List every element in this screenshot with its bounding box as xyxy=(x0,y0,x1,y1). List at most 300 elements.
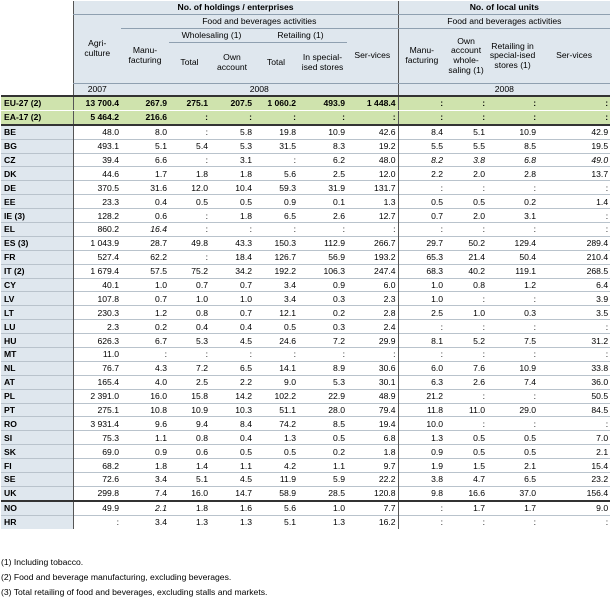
table-cell: 23.3 xyxy=(73,195,121,209)
table-cell: 19.8 xyxy=(254,125,298,139)
table-cell: 5.1 xyxy=(445,125,487,139)
table-cell: 16.2 xyxy=(347,515,398,528)
table-cell: 5.8 xyxy=(210,125,254,139)
table-cell: 0.5 xyxy=(298,431,347,445)
fb-activities-left-header: Food and beverages activities xyxy=(121,15,398,29)
table-cell: 8.3 xyxy=(298,139,347,153)
table-cell: : xyxy=(398,501,445,515)
table-cell: 0.4 xyxy=(210,320,254,334)
table-cell: : xyxy=(538,348,610,362)
table-cell: : xyxy=(169,209,210,223)
table-cell: 120.8 xyxy=(347,486,398,500)
table-cell: 74.2 xyxy=(254,417,298,431)
footnote-1: (1) Including tobacco. xyxy=(1,557,84,567)
table-cell: 10.8 xyxy=(121,403,169,417)
table-cell: 5.1 xyxy=(169,473,210,487)
table-cell: 3.1 xyxy=(487,209,538,223)
table-cell: 2.1 xyxy=(538,445,610,459)
table-cell: 1.7 xyxy=(487,501,538,515)
table-row xyxy=(1,125,610,139)
table-cell: 1.9 xyxy=(398,459,445,473)
table-cell: 2.3 xyxy=(73,320,121,334)
table-cell: 107.8 xyxy=(73,292,121,306)
table-cell: 1.7 xyxy=(445,501,487,515)
table-row xyxy=(1,473,610,487)
country-code: LV xyxy=(1,292,73,306)
table-cell: 1.0 xyxy=(398,278,445,292)
table-cell: 75.2 xyxy=(169,264,210,278)
manufacturing-header: Manu-facturing xyxy=(121,29,169,84)
table-cell: 8.4 xyxy=(210,417,254,431)
table-cell: : xyxy=(445,110,487,124)
table-row xyxy=(1,501,610,515)
table-cell: 6.4 xyxy=(538,278,610,292)
table-cell: 11.8 xyxy=(398,403,445,417)
table-row xyxy=(1,292,610,306)
country-code: RO xyxy=(1,417,73,431)
table-cell: 230.3 xyxy=(73,306,121,320)
country-code: DK xyxy=(1,167,73,181)
table-cell: : xyxy=(347,223,398,237)
table-cell: 75.3 xyxy=(73,431,121,445)
table-cell: 131.7 xyxy=(347,181,398,195)
table-body xyxy=(1,96,610,529)
table-cell: 0.7 xyxy=(398,209,445,223)
table-cell: 29.7 xyxy=(398,236,445,250)
table-cell: : xyxy=(538,223,610,237)
table-cell: 2.3 xyxy=(347,292,398,306)
table-cell: : xyxy=(445,515,487,528)
table-cell: 72.6 xyxy=(73,473,121,487)
table-cell: : xyxy=(169,125,210,139)
table-cell: 493.9 xyxy=(298,96,347,110)
table-row xyxy=(1,167,610,181)
table-cell: 8.9 xyxy=(298,361,347,375)
table-cell: 39.4 xyxy=(73,153,121,167)
manufacturing-local-header: Manu-facturing xyxy=(398,29,445,84)
table-cell: 1.8 xyxy=(210,167,254,181)
table-cell: 7.2 xyxy=(169,361,210,375)
table-cell: 84.5 xyxy=(538,403,610,417)
table-cell: 527.4 xyxy=(73,250,121,264)
table-row xyxy=(1,110,610,124)
table-cell: 0.6 xyxy=(169,445,210,459)
table-cell: : xyxy=(487,181,538,195)
table-cell: 10.0 xyxy=(398,417,445,431)
table-cell: 2.5 xyxy=(398,306,445,320)
table-cell: 1.2 xyxy=(487,278,538,292)
table-cell: : xyxy=(121,348,169,362)
table-cell: : xyxy=(487,223,538,237)
table-cell: : xyxy=(398,348,445,362)
table-cell: 0.5 xyxy=(487,431,538,445)
table-cell: 7.7 xyxy=(347,501,398,515)
table-cell: 1.1 xyxy=(210,459,254,473)
table-cell: 29.9 xyxy=(347,334,398,348)
country-code: PT xyxy=(1,403,73,417)
table-cell: 50.5 xyxy=(538,389,610,403)
country-code: BG xyxy=(1,139,73,153)
table-cell: 14.2 xyxy=(210,389,254,403)
table-cell: 9.7 xyxy=(347,459,398,473)
table-cell: 10.9 xyxy=(487,361,538,375)
table-cell: 4.5 xyxy=(210,334,254,348)
table-cell: 210.4 xyxy=(538,250,610,264)
table-cell: 1.6 xyxy=(210,501,254,515)
table-cell: 31.5 xyxy=(254,139,298,153)
table-cell: 2.6 xyxy=(298,209,347,223)
table-cell: 5.6 xyxy=(254,501,298,515)
table-cell: 1.5 xyxy=(445,459,487,473)
data-table xyxy=(1,1,610,529)
footnotes xyxy=(1,555,267,600)
country-code: EE xyxy=(1,195,73,209)
country-code: IE (3) xyxy=(1,209,73,223)
corner-cell xyxy=(1,1,73,96)
table-cell: 267.9 xyxy=(121,96,169,110)
table-cell: 4.7 xyxy=(445,473,487,487)
table-cell: 44.6 xyxy=(73,167,121,181)
table-cell: 2 391.0 xyxy=(73,389,121,403)
table-cell: 6.5 xyxy=(487,473,538,487)
table-cell: : xyxy=(538,181,610,195)
table-cell: 4.3 xyxy=(121,361,169,375)
table-cell: 5.5 xyxy=(445,139,487,153)
table-cell: 57.5 xyxy=(121,264,169,278)
table-cell: 0.8 xyxy=(169,431,210,445)
table-cell: 5.9 xyxy=(298,473,347,487)
table-cell: 126.7 xyxy=(254,250,298,264)
table-cell: : xyxy=(487,292,538,306)
country-code: BE xyxy=(1,125,73,139)
table-cell: 4.5 xyxy=(210,473,254,487)
table-cell: 2.6 xyxy=(445,375,487,389)
fb-activities-right-header: Food and beverages activities xyxy=(398,15,610,29)
services-header: Ser-vices xyxy=(347,29,398,84)
country-code: SE xyxy=(1,473,73,487)
table-cell: 1.8 xyxy=(169,167,210,181)
table-cell: 5.3 xyxy=(298,375,347,389)
country-code: EL xyxy=(1,223,73,237)
table-cell: 6.5 xyxy=(210,361,254,375)
table-cell: 48.9 xyxy=(347,389,398,403)
table-cell: 68.3 xyxy=(398,264,445,278)
table-cell: : xyxy=(347,348,398,362)
table-cell: 1.0 xyxy=(445,306,487,320)
country-code: HR xyxy=(1,515,73,528)
table-cell: 6.0 xyxy=(398,361,445,375)
table-cell: 860.2 xyxy=(73,223,121,237)
table-cell: 0.3 xyxy=(298,320,347,334)
year-holdings: 2008 xyxy=(121,84,398,97)
table-cell: 247.4 xyxy=(347,264,398,278)
table-cell: 3 931.4 xyxy=(73,417,121,431)
table-row xyxy=(1,515,610,528)
table-cell: 1.1 xyxy=(121,431,169,445)
table-cell: : xyxy=(445,181,487,195)
table-cell: 9.6 xyxy=(121,417,169,431)
table-cell: : xyxy=(169,348,210,362)
year-local: 2008 xyxy=(398,84,610,97)
table-cell: 42.6 xyxy=(347,125,398,139)
table-row xyxy=(1,96,610,110)
table-cell: 10.9 xyxy=(169,403,210,417)
table-row xyxy=(1,306,610,320)
country-code: FR xyxy=(1,250,73,264)
table-cell: : xyxy=(169,250,210,264)
table-cell: : xyxy=(445,223,487,237)
table-cell: 6.2 xyxy=(298,153,347,167)
table-cell: 3.4 xyxy=(254,292,298,306)
table-cell: 1.0 xyxy=(398,292,445,306)
table-cell: : xyxy=(347,110,398,124)
table-cell: 0.5 xyxy=(445,431,487,445)
table-cell: 626.3 xyxy=(73,334,121,348)
table-cell: 1.0 xyxy=(298,501,347,515)
country-code: SI xyxy=(1,431,73,445)
table-cell: : xyxy=(398,110,445,124)
agriculture-header: Agri-culture xyxy=(73,15,121,84)
year-agri: 2007 xyxy=(73,84,121,97)
table-cell: 12.1 xyxy=(254,306,298,320)
table-cell: 1.4 xyxy=(538,195,610,209)
table-cell: 21.4 xyxy=(445,250,487,264)
table-cell: : xyxy=(487,389,538,403)
country-code: FI xyxy=(1,459,73,473)
table-row xyxy=(1,445,610,459)
table-cell: 128.2 xyxy=(73,209,121,223)
country-code: SK xyxy=(1,445,73,459)
country-code: CY xyxy=(1,278,73,292)
table-cell: : xyxy=(169,153,210,167)
table-cell: : xyxy=(538,96,610,110)
table-cell: 8.4 xyxy=(398,125,445,139)
table-cell: 14.7 xyxy=(210,486,254,500)
table-cell: 1.3 xyxy=(210,515,254,528)
table-cell: 0.5 xyxy=(254,445,298,459)
table-cell: 12.0 xyxy=(169,181,210,195)
table-row xyxy=(1,320,610,334)
table-cell: 2.4 xyxy=(347,320,398,334)
table-row xyxy=(1,486,610,500)
table-cell: 15.8 xyxy=(169,389,210,403)
table-cell: 3.1 xyxy=(210,153,254,167)
table-cell: 7.2 xyxy=(298,334,347,348)
table-cell: 1.4 xyxy=(169,459,210,473)
table-cell: 31.6 xyxy=(121,181,169,195)
table-cell: 6.7 xyxy=(121,334,169,348)
table-cell: 62.2 xyxy=(121,250,169,264)
table-cell: : xyxy=(210,348,254,362)
table-cell: 1.3 xyxy=(398,431,445,445)
table-cell: 1 043.9 xyxy=(73,236,121,250)
country-code: LT xyxy=(1,306,73,320)
table-cell: 0.8 xyxy=(169,306,210,320)
table-cell: 51.1 xyxy=(254,403,298,417)
table-cell: 1 060.2 xyxy=(254,96,298,110)
table-cell: : xyxy=(538,110,610,124)
table-cell: 79.4 xyxy=(347,403,398,417)
table-cell: 6.8 xyxy=(347,431,398,445)
table-cell: 5.5 xyxy=(398,139,445,153)
local-units-group-header: No. of local units xyxy=(398,1,610,15)
table-cell: 10.9 xyxy=(298,125,347,139)
table-cell: 193.2 xyxy=(347,250,398,264)
table-cell: 58.9 xyxy=(254,486,298,500)
table-cell: 216.6 xyxy=(121,110,169,124)
table-cell: 3.4 xyxy=(254,278,298,292)
table-cell: 2.0 xyxy=(445,209,487,223)
table-cell: 5.1 xyxy=(254,515,298,528)
country-code: PL xyxy=(1,389,73,403)
table-cell: 23.2 xyxy=(538,473,610,487)
table-cell: : xyxy=(445,389,487,403)
table-cell: 2.5 xyxy=(298,167,347,181)
table-cell: 1.3 xyxy=(298,515,347,528)
table-cell: 29.0 xyxy=(487,403,538,417)
table-cell: 0.4 xyxy=(121,195,169,209)
table-cell: 6.3 xyxy=(398,375,445,389)
table-cell: 0.5 xyxy=(487,445,538,459)
table-row xyxy=(1,348,610,362)
table-cell: 13 700.4 xyxy=(73,96,121,110)
table-cell: 42.9 xyxy=(538,125,610,139)
table-row xyxy=(1,195,610,209)
country-code: AT xyxy=(1,375,73,389)
country-code: HU xyxy=(1,334,73,348)
holdings-group-header: No. of holdings / enterprises xyxy=(73,1,398,15)
table-cell: 7.4 xyxy=(121,486,169,500)
table-cell: 0.8 xyxy=(445,278,487,292)
table-row xyxy=(1,264,610,278)
table-cell: 28.0 xyxy=(298,403,347,417)
table-cell: : xyxy=(538,320,610,334)
table-cell: 275.1 xyxy=(169,96,210,110)
table-cell: 4.2 xyxy=(254,459,298,473)
table-cell: 9.0 xyxy=(254,375,298,389)
table-cell: 43.3 xyxy=(210,236,254,250)
table-cell: 10.9 xyxy=(487,125,538,139)
table-row xyxy=(1,361,610,375)
retailing-header: Retailing (1) xyxy=(254,29,347,43)
table-cell: : xyxy=(254,223,298,237)
table-cell: : xyxy=(487,417,538,431)
table-cell: 49.0 xyxy=(538,153,610,167)
wholesaling-header: Wholesaling (1) xyxy=(169,29,254,43)
footnote-2: (2) Food and beverage manufacturing, excluding beverages. xyxy=(1,572,232,582)
country-code: MT xyxy=(1,348,73,362)
table-cell: : xyxy=(210,110,254,124)
table-cell: 49.8 xyxy=(169,236,210,250)
table-cell: 18.4 xyxy=(210,250,254,264)
table-cell: 6.6 xyxy=(121,153,169,167)
table-cell: 1.8 xyxy=(210,209,254,223)
table-cell: 0.3 xyxy=(487,306,538,320)
table-cell: 1.1 xyxy=(298,459,347,473)
table-cell: 1 448.4 xyxy=(347,96,398,110)
table-cell: 2.1 xyxy=(487,459,538,473)
table-cell: 36.0 xyxy=(538,375,610,389)
table-cell: 8.5 xyxy=(298,417,347,431)
table-cell: 2.8 xyxy=(347,306,398,320)
table-cell: 50.2 xyxy=(445,236,487,250)
table-cell: 8.1 xyxy=(398,334,445,348)
table-cell: 7.5 xyxy=(487,334,538,348)
table-cell: 102.2 xyxy=(254,389,298,403)
table-cell: 268.5 xyxy=(538,264,610,278)
table-cell: : xyxy=(210,223,254,237)
table-row xyxy=(1,139,610,153)
table-cell: 9.8 xyxy=(398,486,445,500)
table-cell: : xyxy=(298,348,347,362)
table-cell: 13.7 xyxy=(538,167,610,181)
table-cell: 2.1 xyxy=(121,501,169,515)
table-cell: : xyxy=(538,417,610,431)
table-cell: : xyxy=(445,417,487,431)
table-cell: 65.3 xyxy=(398,250,445,264)
table-cell: 5.4 xyxy=(169,139,210,153)
table-cell: 34.2 xyxy=(210,264,254,278)
table-cell: : xyxy=(487,515,538,528)
table-cell: 0.5 xyxy=(210,445,254,459)
table-cell: 48.0 xyxy=(347,153,398,167)
table-cell: 40.2 xyxy=(445,264,487,278)
country-code: CZ xyxy=(1,153,73,167)
table-cell: 0.7 xyxy=(169,278,210,292)
table-cell: : xyxy=(538,209,610,223)
table-cell: 3.8 xyxy=(398,473,445,487)
table-cell: 299.8 xyxy=(73,486,121,500)
table-cell: 0.5 xyxy=(169,195,210,209)
table-cell: : xyxy=(538,515,610,528)
table-cell: 0.2 xyxy=(298,445,347,459)
table-cell: 370.5 xyxy=(73,181,121,195)
table-cell: 9.4 xyxy=(169,417,210,431)
services-local-header: Ser-vices xyxy=(538,29,610,84)
table-cell: 6.5 xyxy=(254,209,298,223)
table-cell: 33.8 xyxy=(538,361,610,375)
table-cell: 31.9 xyxy=(298,181,347,195)
table-row xyxy=(1,389,610,403)
table-cell: 3.4 xyxy=(121,473,169,487)
table-cell: 6.0 xyxy=(347,278,398,292)
table-cell: 0.5 xyxy=(398,195,445,209)
country-code: NL xyxy=(1,361,73,375)
table-cell: : xyxy=(445,292,487,306)
table-cell: 1.7 xyxy=(121,167,169,181)
table-cell: 1.0 xyxy=(210,292,254,306)
table-cell: 0.5 xyxy=(254,320,298,334)
table-cell: 68.2 xyxy=(73,459,121,473)
country-code: DE xyxy=(1,181,73,195)
table-cell: 31.2 xyxy=(538,334,610,348)
table-cell: 40.1 xyxy=(73,278,121,292)
table-cell: 0.7 xyxy=(121,292,169,306)
table-cell: : xyxy=(487,320,538,334)
own-account-wholesaling-header: Own account whole-saling (1) xyxy=(445,29,487,84)
table-cell: : xyxy=(398,515,445,528)
table-cell: 0.9 xyxy=(398,445,445,459)
in-specialised-header: In special-ised stores xyxy=(298,43,347,84)
table-cell: 0.4 xyxy=(169,320,210,334)
table-row xyxy=(1,153,610,167)
table-cell: : xyxy=(254,153,298,167)
country-code: ES (3) xyxy=(1,236,73,250)
table-cell: 4.0 xyxy=(121,375,169,389)
table-cell: 22.2 xyxy=(347,473,398,487)
table-row xyxy=(1,334,610,348)
table-cell: 0.5 xyxy=(445,195,487,209)
